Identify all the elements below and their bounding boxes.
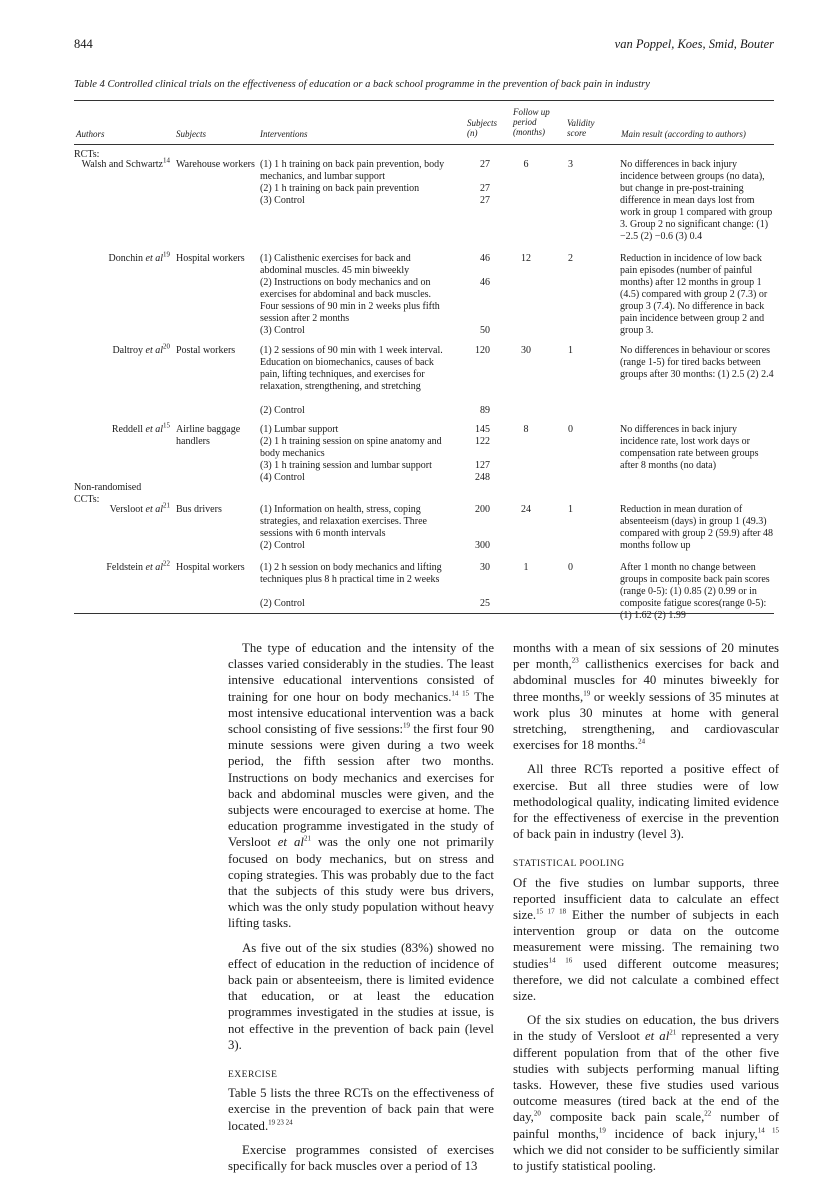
- row-subjects: Warehouse workers: [176, 159, 255, 170]
- paragraph-education-conclusion: As five out of the six studies (83%) showed no effect of education in the reduction of incidence of back pain or absenteeism, there is limited evidence that education, or at least the education programmes investigated in the studies at issue, is not effective in the prevention of back pain (level 3).: [228, 940, 494, 1052]
- col-header-subjects: Subjects: [176, 129, 206, 139]
- row-subjects: Hospital workers: [176, 253, 245, 264]
- row-subject-count: 300: [475, 540, 490, 551]
- col-header-result: Main result (according to authors): [621, 129, 746, 139]
- row-result: Reduction in incidence of low back pain episodes (number of painful months) after 12 months in group 1 (4.5) compared with group 2 (7.3) or group 3 (7.4). No difference in back pain incidence between group 2 and group 3.: [620, 253, 768, 336]
- table-header-rule: [74, 144, 774, 145]
- table-bottom-rule: [74, 613, 774, 614]
- author-reference: 15: [163, 421, 170, 430]
- col-header-interventions: Interventions: [260, 129, 308, 139]
- body-right-column: [513, 640, 779, 1182]
- table-top-rule: [74, 100, 774, 101]
- row-follow-up: 8: [523, 424, 529, 435]
- author-name: Feldstein et al: [106, 562, 163, 573]
- author-reference: 21: [163, 501, 170, 510]
- author-reference: 14: [163, 156, 170, 165]
- row-intervention: (2) Control: [260, 598, 305, 609]
- paragraph-pooling-lumbar: Of the five studies on lumbar supports, three reported insufficient data to calculate an effect size.$^{15 17 18}$ Either the number of subjects in each intervention group or data on the outcome measurement were missing. The remaining two studies$^{14 16}$ used different outcome measures; therefore, we did not calculate a combined effect size.: [513, 875, 780, 1004]
- row-intervention: (2) 1 h training session on spine anatomy and body mechanics: [260, 436, 442, 459]
- section-heading-exercise: EXERCISE: [228, 1070, 278, 1081]
- row-author: [76, 342, 170, 357]
- author-reference: 20: [163, 342, 170, 351]
- row-author: [76, 156, 170, 171]
- row-follow-up: 30: [521, 345, 531, 356]
- row-subject-count: 46: [480, 253, 490, 264]
- group-label-rct: RCTs:: [74, 149, 100, 160]
- row-subject-count: 127: [475, 460, 490, 471]
- section-heading-pooling: STATISTICAL POOLING: [513, 859, 625, 870]
- col-header-authors: Authors: [76, 129, 105, 139]
- row-validity: 0: [568, 562, 573, 573]
- row-result: Reduction in mean duration of absenteeism (days) in group 1 (49.3) compared with group 2 (59.9) after 48 months follow up: [620, 504, 774, 551]
- row-subject-count: 120: [475, 345, 490, 356]
- running-authors: van Poppel, Koes, Smid, Bouter: [614, 37, 774, 51]
- group-label-ncct: Non-randomised CCTs:: [74, 482, 142, 505]
- row-subject-count: 25: [480, 598, 490, 609]
- row-intervention: (1) 2 sessions of 90 min with 1 week interval. Education on biomechanics, causes of back pain, lifting techniques, and exercises for relaxation, strengthening, and stretching: [260, 345, 443, 392]
- row-follow-up: 12: [521, 253, 531, 264]
- row-result: After 1 month no change between groups in composite back pain scores (range 0-5): (1) 0.85 (2) 0.99 or in composite fatigue scores(range 0-5): (1) 1.62 (2) 1.99: [620, 562, 770, 621]
- paragraph-exercise-programmes: Exercise programmes consisted of exercises specifically for back muscles over a period of 13: [228, 1142, 494, 1174]
- row-subject-count: 30: [480, 562, 490, 573]
- row-intervention: (2) 1 h training on back pain prevention: [260, 183, 420, 194]
- col-header-n: Subjects (n): [467, 118, 497, 138]
- row-result: No differences in back injury incidence rate, lost work days or compensation rate between groups after 8 months (no data): [620, 424, 759, 471]
- row-author: [76, 250, 170, 265]
- author-name: Daltroy et al: [112, 345, 163, 356]
- paragraph-pooling-education: Of the six studies on education, the bus drivers in the study of Versloot et $al^{21}$ represented a very different population from that of the other five studies with subjects performing manual lifting tasks. However, these five studies used various outcome measures (tired back at the end of the day,$^{20}$ composite back pain scale,$^{22}$ number of painful months,$^{19}$ incidence of back injury,$^{14 15}$ which we did not consider to be sufficiently similar to justify statistical pooling.: [513, 1013, 779, 1174]
- author-name: Walsh and Schwartz: [81, 159, 163, 170]
- row-follow-up: 24: [521, 504, 531, 515]
- row-subject-count: 46: [480, 277, 490, 288]
- row-subject-count: 122: [475, 436, 490, 447]
- row-validity: 0: [568, 424, 573, 435]
- row-result: No differences in back injury incidence between groups (no data), but change in pre-post-training difference in mean days lost from work in group 1 compared with group 3. Group 2 no significant change: (1) −2.5 (2) −0.6 (3) 0.4: [620, 159, 773, 242]
- row-validity: 2: [568, 253, 573, 264]
- author-name: Versloot et al: [109, 504, 163, 515]
- author-name: Donchin et al: [108, 253, 163, 264]
- row-intervention: (4) Control: [260, 472, 305, 483]
- row-subject-count: 27: [480, 195, 490, 206]
- row-subject-count: 50: [480, 325, 490, 336]
- page-number: 844: [74, 37, 93, 51]
- row-author: [76, 501, 170, 516]
- row-subject-count: 200: [475, 504, 490, 515]
- paragraph-education-types: The type of education and the intensity of the classes varied considerably in the studies. The least intensive educational interventions consisted of training for one hour on body mechanics.$^{14 15}$ The most intensive educational intervention was a back school consisting of five sessions:$^{19}$ the first four 90 minute sessions were given during a two week period, the fifth session after two months. Instructions on body mechanics and exercises for back and abdominal muscles were given, and the subjects were encouraged to exercise at home. The education programme investigated in the study of Versloot et $al^{21}$ was the only one not primarily focused on body mechanics, but on stress and coping strategies. This was probably due to the fact that the subjects of this study were bus drivers, which was the only study population without heavy lifting tasks.: [228, 641, 494, 931]
- row-intervention: (3) Control: [260, 325, 305, 336]
- row-intervention: (1) 2 h session on body mechanics and lifting techniques plus 8 h practical time in 2 weeks: [260, 562, 442, 585]
- row-subject-count: 248: [475, 472, 490, 483]
- paragraph-exercise-conclusion: All three RCTs reported a positive effect of exercise. But all three studies were of low methodological quality, indicating limited evidence for the effectiveness of exercise in the prevention of back pain in industry (level 3).: [513, 762, 779, 842]
- row-intervention: (3) Control: [260, 195, 305, 206]
- row-subjects: Airline baggage handlers: [176, 424, 241, 447]
- row-subjects: Hospital workers: [176, 562, 245, 573]
- row-subject-count: 89: [480, 405, 490, 416]
- row-intervention: (1) Calisthenic exercises for back and abdominal muscles. 45 min biweekly: [260, 253, 411, 276]
- author-reference: 19: [163, 250, 170, 259]
- row-intervention: (2) Control: [260, 540, 305, 551]
- body-left-column: [228, 640, 494, 1182]
- author-name: Reddell et al: [111, 424, 163, 435]
- row-subject-count: 27: [480, 183, 490, 194]
- col-header-validity: Validity score: [567, 118, 595, 138]
- row-validity: 1: [568, 504, 573, 515]
- row-intervention: (1) Lumbar support: [260, 424, 339, 435]
- table-caption: Table 4 Controlled clinical trials on the effectiveness of education or a back school programme in the prevention of back pain in industry: [74, 79, 650, 90]
- paragraph-exercise-continued: months with a mean of six sessions of 20 minutes per month,$^{23}$ callisthenics exercises for back and abdominal muscles for 40 minutes biweekly for three months,$^{19}$ or weekly sessions of 35 minutes at work plus 30 minutes at home with general stretching, strengthening, and cardiovascular exercises for 18 months.$^{24}$: [513, 641, 780, 753]
- row-author: [76, 421, 170, 436]
- row-result: No differences in behaviour or scores (range 1-5) for tired backs between groups after 30 months: (1) 2.5 (2) 2.4: [620, 345, 774, 380]
- row-subjects: Bus drivers: [176, 504, 222, 515]
- row-intervention: (2) Instructions on body mechanics and on exercises for abdominal and back muscles. Four sessions of 90 min in 2 weeks plus fifth session after 2 months: [260, 277, 440, 324]
- row-subject-count: 27: [480, 159, 490, 170]
- author-reference: 22: [163, 559, 170, 568]
- row-follow-up: 1: [523, 562, 529, 573]
- row-intervention: (1) Information on health, stress, coping strategies, and relaxation exercises. Three sessions with 6 month intervals: [260, 504, 427, 539]
- row-intervention: (3) 1 h training session and lumbar support: [260, 460, 432, 471]
- paragraph-exercise-intro: Table 5 lists the three RCTs on the effectiveness of exercise in the prevention of back pain that were located.$^{19 23 24}$: [228, 1086, 494, 1133]
- col-header-follow: Follow up period (months): [513, 107, 550, 137]
- row-intervention: (1) 1 h training on back pain prevention, body mechanics, and lumbar support: [260, 159, 445, 182]
- row-follow-up: 6: [523, 159, 529, 170]
- row-validity: 3: [568, 159, 573, 170]
- row-intervention: (2) Control: [260, 405, 305, 416]
- row-subject-count: 145: [475, 424, 490, 435]
- row-validity: 1: [568, 345, 573, 356]
- row-subjects: Postal workers: [176, 345, 236, 356]
- row-author: [76, 559, 170, 574]
